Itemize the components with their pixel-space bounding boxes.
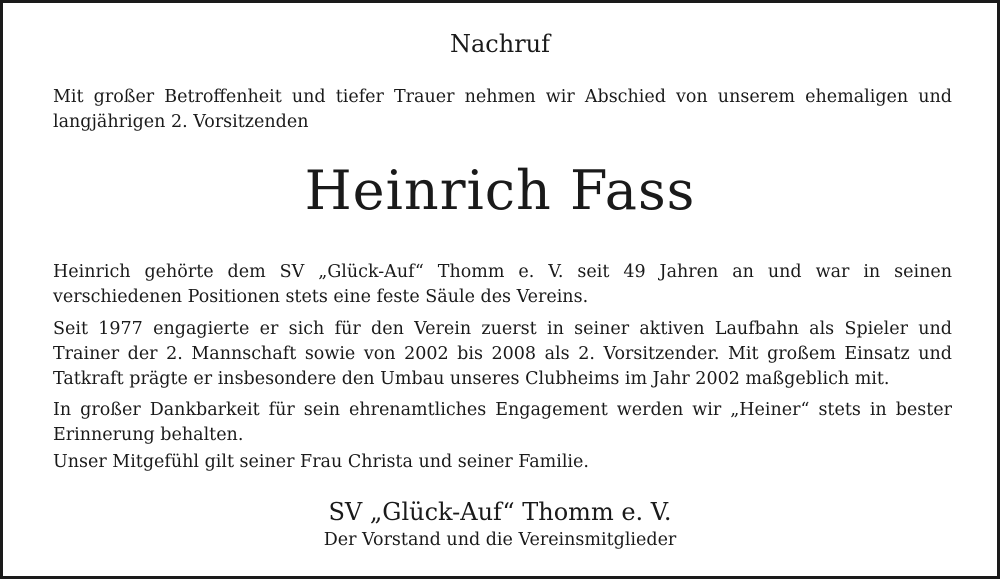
notice-heading: Nachruf bbox=[449, 30, 551, 58]
signature-board: Der Vorstand und die Vereinsmitglieder bbox=[323, 530, 677, 550]
paragraph-career: Seit 1977 engagierte er sich für den Verein zuerst in seiner aktiven Laufbahn als Spieler und Trainer der 2. Mannschaft sowie von 2002 bis 2008 als 2. Vorsitzender. Mit großem Einsatz und Tatkraft prägte er insbesondere den Umbau unseres Clubheims im Jahr 2002 maßgeblich mit. bbox=[53, 319, 952, 389]
paragraph-condolence: Unser Mitgefühl gilt seiner Frau Christa und seiner Familie. bbox=[53, 452, 589, 472]
paragraph-membership: Heinrich gehörte dem SV „Glück-Auf“ Thomm e. V. seit 49 Jahren an und war in seinen verschiedenen Positionen stets eine feste Säule des Vereins. bbox=[53, 262, 952, 307]
deceased-name: Heinrich Fass bbox=[304, 159, 696, 222]
signature-club: SV „Glück-Auf“ Thomm e. V. bbox=[328, 498, 672, 526]
paragraph-gratitude: In großer Dankbarkeit für sein ehrenamtliches Engagement werden wir „Heiner“ stets in bester Erinnerung behalten. bbox=[53, 400, 952, 445]
intro-text: Mit großer Betroffenheit und tiefer Trauer nehmen wir Abschied von unserem ehemaligen und langjährigen 2. Vorsitzenden bbox=[53, 87, 952, 132]
